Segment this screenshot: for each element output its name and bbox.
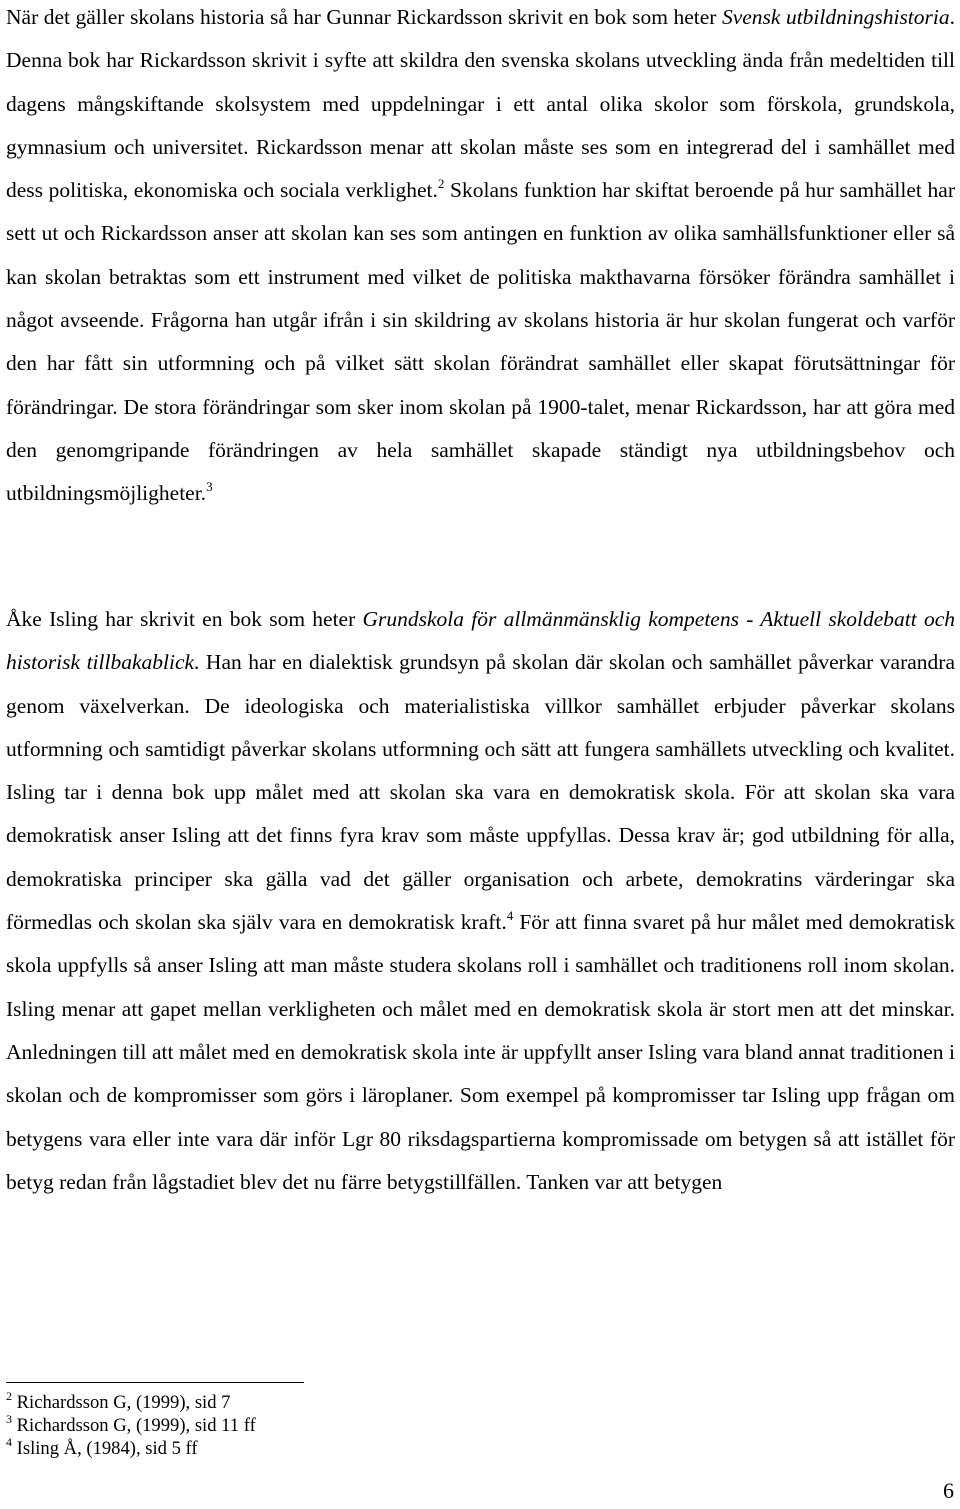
- footnote-text: Richardsson G, (1999), sid 11 ff: [12, 1415, 256, 1436]
- footnote-text: Isling Å, (1984), sid 5 ff: [12, 1438, 198, 1459]
- paragraph-rickardsson: [6, 0, 955, 516]
- text-segment: Åke Isling har skrivit en bok som heter: [6, 607, 363, 631]
- page-number: 6: [943, 1478, 954, 1503]
- footnote-ref-4: 4: [506, 908, 514, 924]
- text-segment: . Denna bok har Rickardsson skrivit i syfte att skildra den svenska skolans utveckling ända från medeltiden till dagens mångskiftande skolsystem med uppdelningar i ett antal olika skolor som förskola, grundskola, gymnasium och universitet. Rickardsson menar att skolan måste ses som en integrerad del i samhället med dess politiska, ekonomiska och sociala verklighet.: [6, 5, 955, 203]
- footnote-ref-2: 2: [437, 176, 445, 192]
- text-segment: För att finna svaret på hur målet med demokratisk skola uppfylls så anser Isling att man måste studera skolans roll i samhället och traditionens roll inom skolan. Isling menar att gapet mellan verkligheten och målet med en demokratisk skola är stort men att det minskar. Anledningen till att målet med en demokratisk skola inte är uppfyllt anser Isling vara bland annat traditionen i skolan och de kompromisser som görs i läroplaner. Som exempel på kompromisser tar Isling upp frågan om betygens vara eller inte vara där inför Lgr 80 riksdagspartierna kompromissade om betygen så att istället för betyg redan från lågstadiet blev det nu färre betygstillfällen. Tanken var att betygen: [6, 910, 955, 1194]
- footnote-3: [6, 1414, 606, 1437]
- footnote-number: 2: [6, 1389, 12, 1403]
- footnote-ref-3: 3: [206, 479, 213, 495]
- text-segment: . Han har en dialektisk grundsyn på skolan där skolan och samhället påverkar varandra genom växelverkan. De ideologiska och materialistiska villkor samhället erbjuder påverkar skolans utformning och samtidigt påverkar skolans utformning och sätt att fungera samhällets utveckling och kvalitet. Isling tar i denna bok upp målet med att skolan ska vara en demokratisk skola. För att skolan ska vara demokratisk anser Isling att det finns fyra krav som måste uppfyllas. Dessa krav är; god utbildning för alla, demokratiska principer ska gälla vad det gäller organisation och arbete, demokratins värderingar ska förmedlas och skolan ska själv vara en demokratisk kraft.: [6, 650, 955, 935]
- footnotes: [6, 1391, 606, 1460]
- footnote-number: 3: [6, 1412, 12, 1426]
- footnote-separator: [6, 1382, 304, 1383]
- footnote-2: [6, 1391, 606, 1414]
- footnote-4: [6, 1437, 606, 1460]
- footnote-text: Richardsson G, (1999), sid 7: [12, 1392, 231, 1413]
- paragraph-isling: [6, 598, 955, 1204]
- text-segment: Skolans funktion har skiftat beroende på hur samhället har sett ut och Rickardsson anser att skolan kan ses som antingen en funktion av olika samhällsfunktioner eller så kan skolan betraktas som ett instrument med vilket de politiska makthavarna försöker förändra samhället i något avseende. Frågorna han utgår ifrån i sin skildring av skolans historia är hur skolan fungerat och varför den har fått sin utformning och på vilket sätt skolan förändrat samhället eller skapat förutsättningar för förändringar. De stora förändringar som sker inom skolan på 1900-talet, menar Rickardsson, har att göra med den genomgripande förändringen av hela samhället skapade ständigt nya utbildningsbehov och utbildningsmöjligheter.: [6, 178, 955, 506]
- book-title-grundskola: Grundskola för allmänmänsklig kompetens - Aktuell skoldebatt och historisk tillbakablick: [6, 607, 955, 675]
- text-segment: När det gäller skolans historia så har Gunnar Rickardsson skrivit en bok som heter: [6, 5, 722, 29]
- footnote-number: 4: [6, 1435, 12, 1449]
- book-title-svensk-utbildningshistoria: Svensk utbildningshistoria: [721, 5, 950, 29]
